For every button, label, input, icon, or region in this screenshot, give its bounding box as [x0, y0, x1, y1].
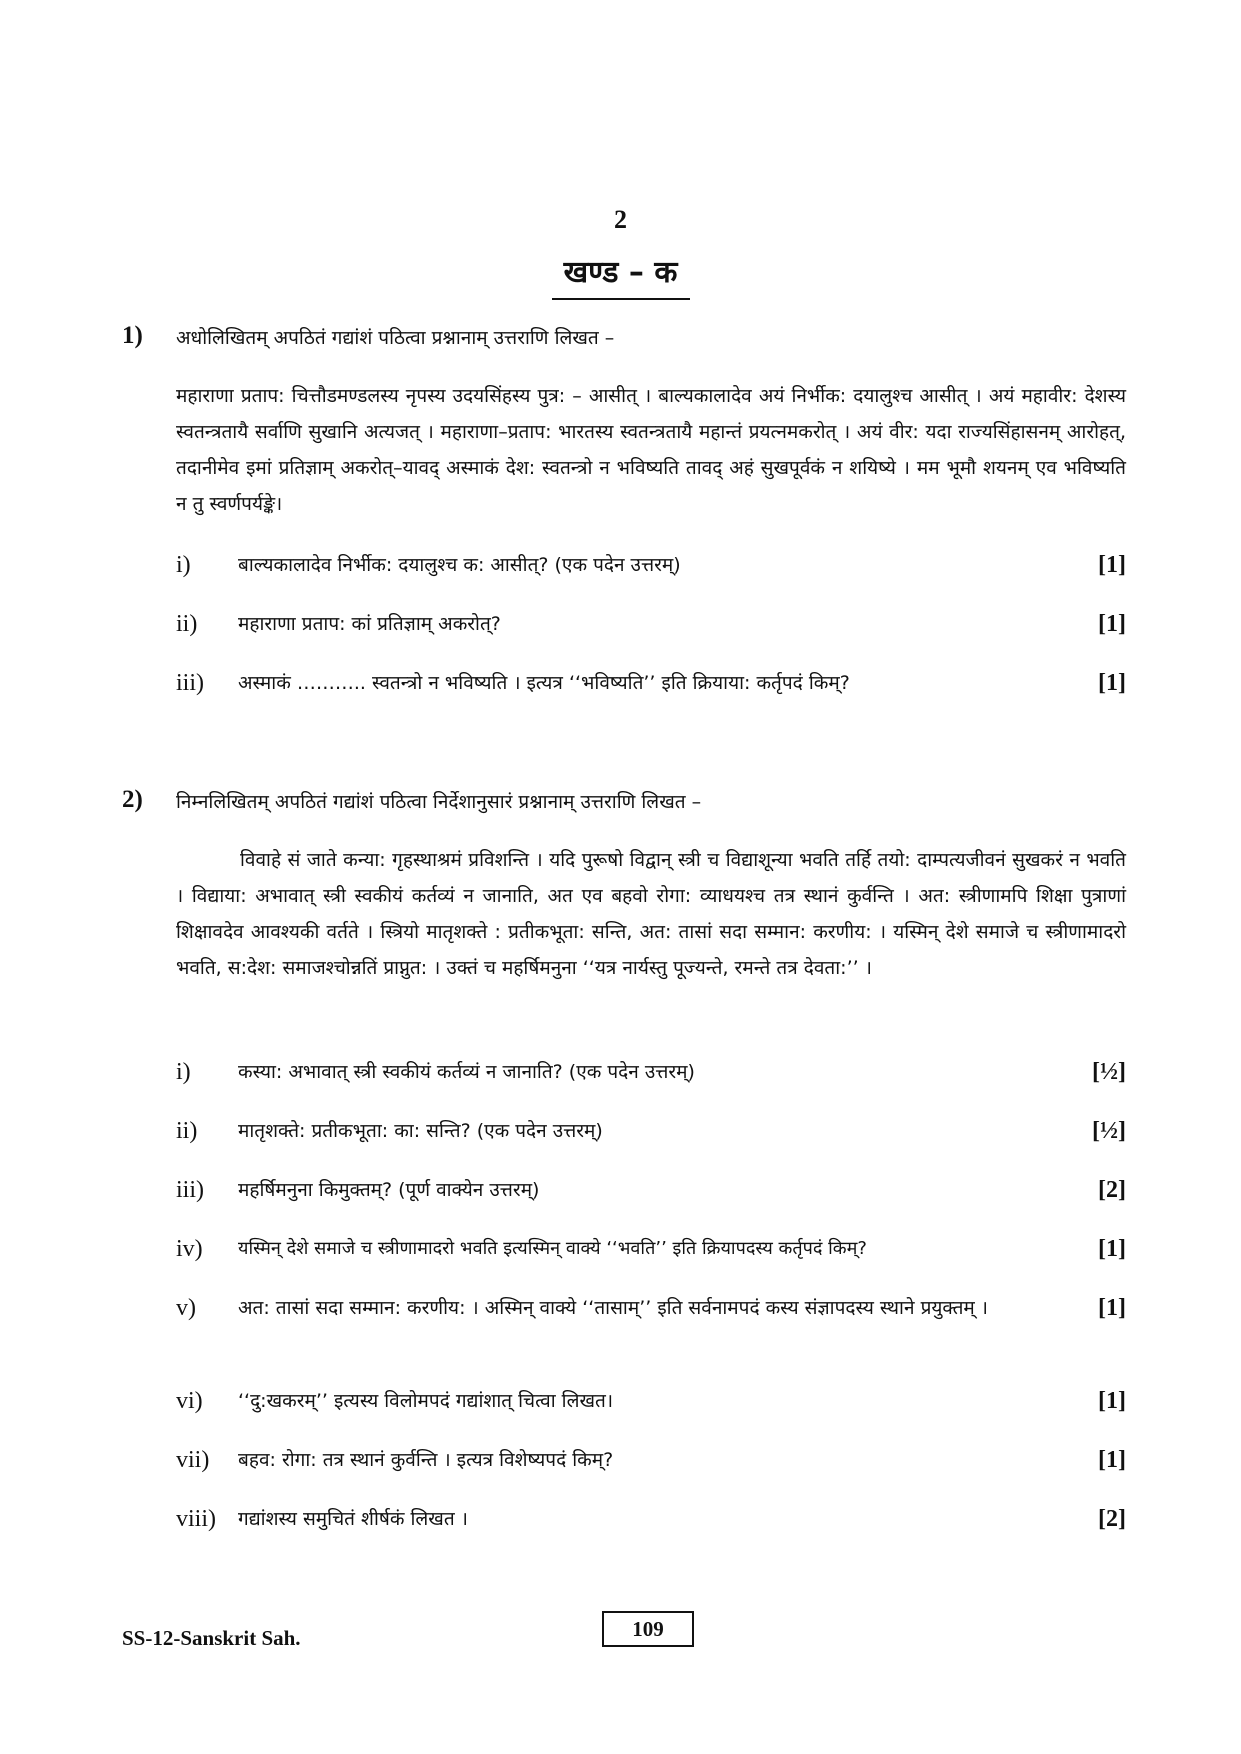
- question-2-sub-i: [176, 1055, 1126, 1089]
- sub-number: vi): [176, 1388, 203, 1414]
- question-2-sub-iii: [176, 1173, 1126, 1207]
- sub-marks: [1]: [1098, 552, 1126, 578]
- paper-code: SS-12-Sanskrit Sah.: [122, 1626, 301, 1650]
- sub-number: v): [176, 1295, 196, 1321]
- sub-text: गद्यांशस्य समुचितं शीर्षकं लिखत ।: [238, 1508, 468, 1530]
- sub-number: iv): [176, 1236, 203, 1262]
- question-2-sub-vii: [176, 1443, 1126, 1477]
- sub-marks: [1]: [1098, 1447, 1126, 1473]
- sub-number: i): [176, 552, 191, 578]
- sub-text: यस्मिन् देशे समाजे च स्त्रीणामादरो भवति इत्यस्मिन् वाक्ये ‘‘भवति’’ इति क्रियापदस्य कर्तृपदं किम्?: [238, 1238, 867, 1259]
- sub-text: बहव: रोगा: तत्र स्थानं कुर्वन्ति । इत्यत्र विशेष्यपदं किम्?: [238, 1449, 614, 1471]
- sub-text: अस्माकं ……….. स्वतन्त्रो न भविष्यति । इत्यत्र ‘‘भविष्यति’’ इति क्रियाया: कर्तृपदं किम्?: [238, 672, 850, 694]
- page-number-box: 109: [602, 1611, 694, 1647]
- sub-number: i): [176, 1059, 191, 1085]
- question-1-sub-i: [176, 548, 1126, 582]
- sub-text: महाराणा प्रताप: कां प्रतिज्ञाम् अकरोत्?: [238, 613, 501, 635]
- question-2-sub-viii: [176, 1502, 1126, 1536]
- sub-text: महर्षिमनुना किमुक्तम्? (पूर्ण वाक्येन उत्तरम्): [238, 1179, 540, 1201]
- sub-text: बाल्यकालादेव निर्भीक: दयालुश्च क: आसीत्? (एक पदेन उत्तरम्): [238, 554, 681, 576]
- question-1-number: 1): [122, 322, 143, 349]
- sub-number: iii): [176, 1177, 204, 1203]
- sub-number: ii): [176, 1118, 198, 1144]
- sub-text: कस्या: अभावात् स्त्री स्वकीयं कर्तव्यं न जानाति? (एक पदेन उत्तरम्): [238, 1061, 695, 1083]
- sub-marks: [½]: [1092, 1059, 1126, 1085]
- section-title-underline: [552, 298, 690, 300]
- question-2-passage: विवाहे सं जाते कन्या: गृहस्थाश्रमं प्रविशन्ति । यदि पुरूषो विद्वान् स्त्री च विद्याशून्या भवति तर्हि तयो: दाम्पत्यजीवनं सुखकरं न भवति । विद्याया: अभावात् स्त्री स्वकीयं कर्तव्यं न जानाति, अत एव बहवो रोगा: व्याधयश्च तत्र स्थानं कुर्वन्ति । अत: स्त्रीणामपि शिक्षा पुत्राणां शिक्षावदेव आवश्यकी वर्तते । स्त्रियो मातृशक्ते : प्रतीकभूता: सन्ति, अत: तासां सदा सम्मान: करणीय: । यस्मिन् देशे समाजे च स्त्रीणामादरो भवति, स:देश: समाजश्चोन्नतिं प्राप्नुत: । उक्तं च महर्षिमनुना ‘‘यत्र नार्यस्तु पूज्यन्ते, रमन्ते तत्र देवता:’’ ।: [176, 849, 1126, 979]
- sub-number: viii): [176, 1506, 216, 1532]
- question-2-sub-iv: [176, 1232, 1126, 1266]
- sub-number: ii): [176, 611, 198, 637]
- question-1-sub-iii: [176, 666, 1126, 700]
- sub-number: vii): [176, 1447, 210, 1473]
- question-2-number: 2): [122, 786, 143, 813]
- sub-marks: [1]: [1098, 670, 1126, 696]
- question-1-sub-ii: [176, 607, 1126, 641]
- question-2-sub-v: [176, 1291, 1126, 1325]
- sub-marks: [1]: [1098, 1388, 1126, 1414]
- page-number-top: 2: [614, 205, 627, 234]
- sub-number: iii): [176, 670, 204, 696]
- sub-text: अत: तासां सदा सम्मान: करणीय: । अस्मिन् वाक्ये ‘‘तासाम्’’ इति सर्वनामपदं कस्य संज्ञापदस्य स्थाने प्रयुक्तम् ।: [238, 1297, 989, 1319]
- sub-marks: [1]: [1098, 1295, 1126, 1321]
- question-1-instruction: अधोलिखितम् अपठितं गद्यांशं पठित्वा प्रश्नानाम् उत्तराणि लिखत –: [176, 327, 615, 349]
- sub-marks: [2]: [1098, 1506, 1126, 1532]
- section-title: खण्ड – क: [563, 255, 678, 290]
- sub-marks: [2]: [1098, 1177, 1126, 1203]
- question-1-passage: महाराणा प्रताप: चित्तौडमण्डलस्य नृपस्य उदयसिंहस्य पुत्र: – आसीत् । बाल्यकालादेव अयं निर्भीक: दयालुश्च आसीत् । अयं महावीर: देशस्य स्वतन्त्रतायै सर्वाणि सुखानि अत्यजत् । महाराणा–प्रताप: भारतस्य स्वतन्त्रतायै महान्तं प्रयत्नमकरोत् । अयं वीर: यदा राज्यसिंहासनम् आरोहत्, तदानीमेव इमां प्रतिज्ञाम् अकरोत्–यावद् अस्माकं देश: स्वतन्त्रो न भविष्यति तावद् अहं सुखपूर्वकं न शयिष्ये । मम भूमौ शयनम् एव भविष्यति न तु स्वर्णपर्यङ्के।: [176, 385, 1126, 515]
- sub-text: मातृशक्ते: प्रतीकभूता: का: सन्ति? (एक पदेन उत्तरम्): [238, 1120, 603, 1142]
- question-2-instruction: निम्नलिखितम् अपठितं गद्यांशं पठित्वा निर्देशानुसारं प्रश्नानाम् उत्तराणि लिखत –: [176, 791, 702, 813]
- sub-marks: [1]: [1098, 611, 1126, 637]
- sub-text: ‘‘दु:खकरम्’’ इत्यस्य विलोमपदं गद्यांशात् चित्वा लिखत।: [238, 1390, 614, 1412]
- question-2-sub-ii: [176, 1114, 1126, 1148]
- sub-marks: [½]: [1092, 1118, 1126, 1144]
- sub-marks: [1]: [1098, 1236, 1126, 1262]
- question-2-sub-vi: [176, 1384, 1126, 1418]
